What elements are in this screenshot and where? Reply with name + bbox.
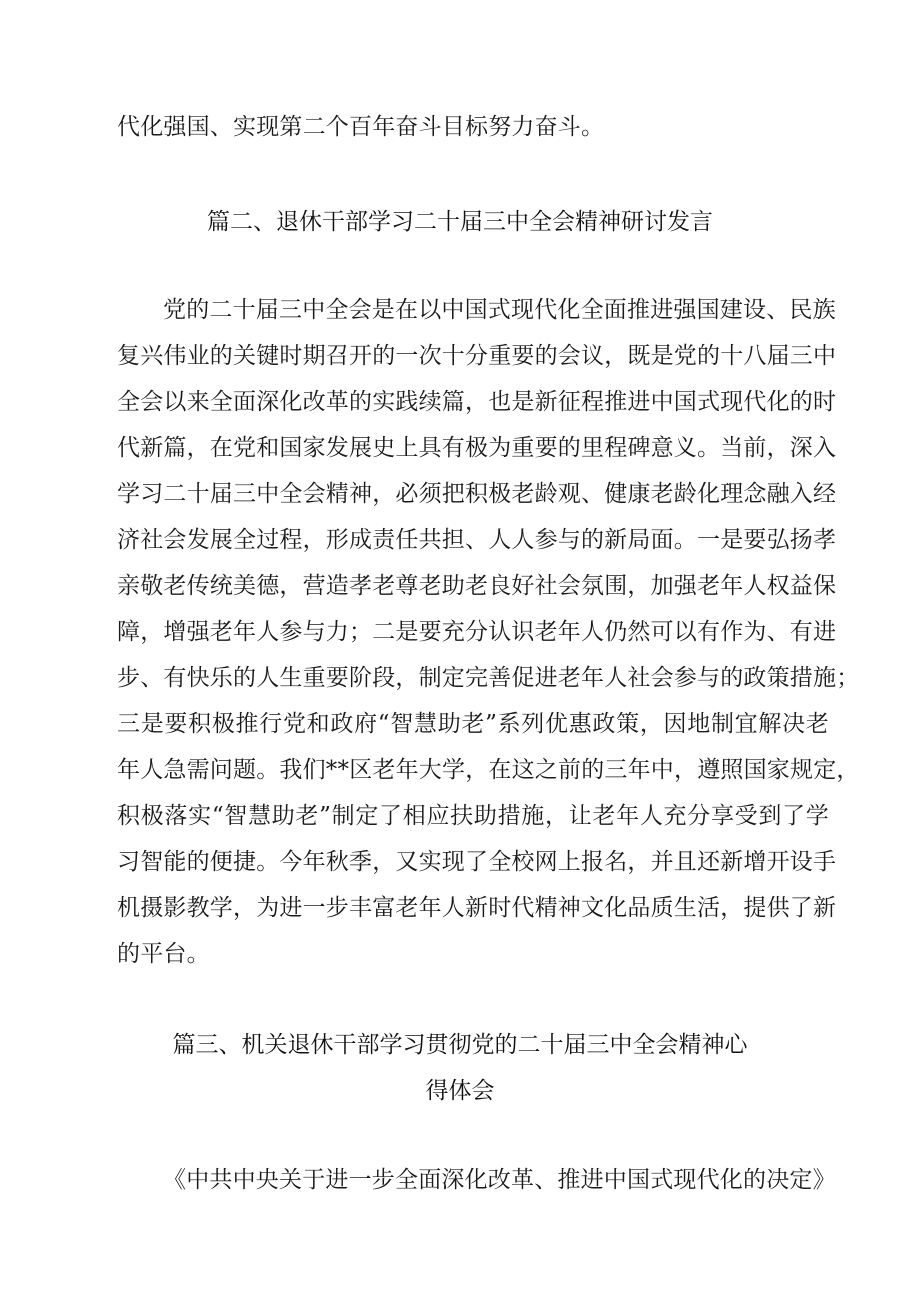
intro-tail-line: 代化强国、实现第二个百年奋斗目标努力奋斗。 — [117, 114, 605, 140]
section2-paragraph-line: 的平台。 — [117, 941, 210, 967]
section2-paragraph-line: 济社会发展全过程，形成责任共担、人人参与的新局面。一是要弘扬孝 — [117, 527, 837, 553]
section3-paragraph-line: 《中共中央关于进一步全面深化改革、推进中国式现代化的决定》 — [163, 1167, 836, 1193]
section2-paragraph-line: 三是要积极推行党和政府“智慧助老”系列优惠政策，因地制宜解决老 — [117, 711, 829, 737]
section2-paragraph-line: 步、有快乐的人生重要阶段，制定完善促进老年人社会参与的政策措施； — [117, 665, 860, 691]
section2-paragraph-line: 全会以来全面深化改革的实践续篇，也是新征程推进中国式现代化的时 — [117, 389, 837, 415]
section2-paragraph-line: 习智能的便捷。今年秋季，又实现了全校网上报名，并且还新增开设手 — [117, 849, 837, 875]
section2-paragraph-line: 积极落实“智慧助老”制定了相应扶助措施，让老年人充分享受到了学 — [117, 803, 829, 829]
section2-title: 篇二、退休干部学习二十届三中全会精神研讨发言 — [207, 209, 713, 235]
section2-paragraph-line: 年人急需问题。我们**区老年大学，在这之前的三年中，遵照国家规定， — [117, 757, 860, 783]
section2-paragraph-line: 障，增强老年人参与力；二是要充分认识老年人仍然可以有作为、有进 — [117, 619, 837, 645]
section2-paragraph-line: 机摄影教学，为进一步丰富老年人新时代精神文化品质生活，提供了新 — [117, 895, 837, 921]
section2-paragraph-line: 学习二十届三中全会精神，必须把积极老龄观、健康老龄化理念融入经 — [117, 481, 837, 507]
section2-paragraph-line: 党的二十届三中全会是在以中国式现代化全面推进强国建设、民族 — [163, 297, 836, 323]
section3-title-line2: 得体会 — [425, 1078, 495, 1104]
section2-paragraph-line: 代新篇，在党和国家发展史上具有极为重要的里程碑意义。当前，深入 — [117, 435, 837, 461]
section2-paragraph-line: 亲敬老传统美德，营造孝老尊老助老良好社会氛围，加强老年人权益保 — [117, 573, 837, 599]
section2-paragraph-line: 复兴伟业的关键时期召开的一次十分重要的会议，既是党的十八届三中 — [117, 343, 837, 369]
section3-title-line1: 篇三、机关退休干部学习贯彻党的二十届三中全会精神心 — [172, 1032, 748, 1058]
